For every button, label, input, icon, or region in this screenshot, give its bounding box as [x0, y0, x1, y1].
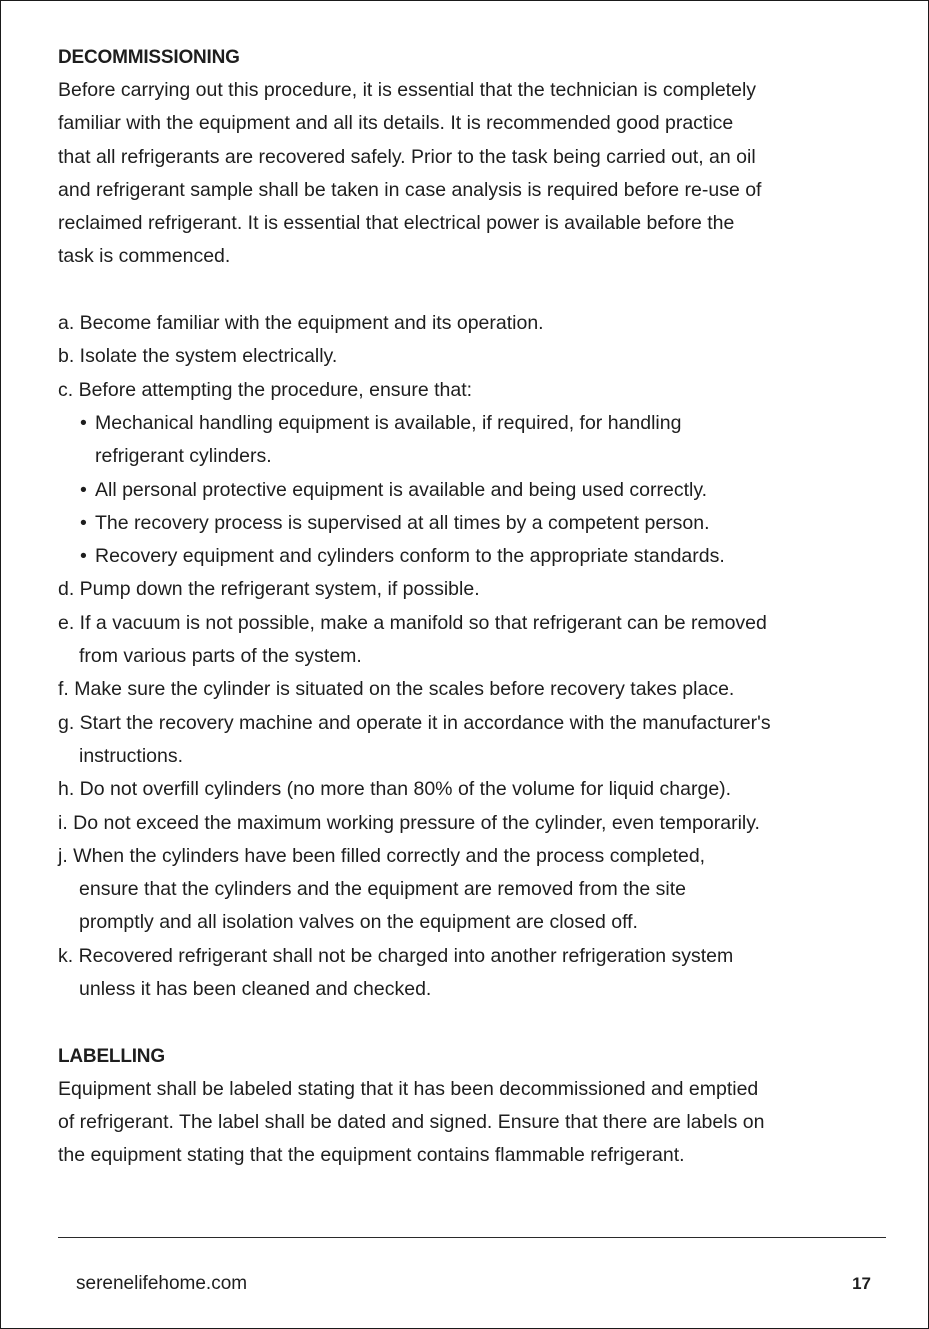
step-h [58, 773, 888, 806]
section-heading-decommissioning: DECOMMISSIONING [58, 47, 240, 68]
bullet-icon: • [80, 511, 87, 534]
step-k [58, 940, 888, 1007]
labelling-line: of refrigerant. The label shall be dated and signed. Ensure that there are labels on [58, 1110, 765, 1133]
step-line: g. Start the recovery machine and operate it in accordance with the manufacturer's [58, 711, 771, 734]
step-d [58, 573, 888, 606]
step-g [58, 707, 888, 774]
step-line: ensure that the cylinders and the equipment are removed from the site [79, 878, 687, 901]
step-line: e. If a vacuum is not possible, make a manifold so that refrigerant can be removed [58, 611, 767, 634]
bullet-item [58, 474, 888, 507]
labelling-line: the equipment stating that the equipment contains flammable refrigerant. [58, 1144, 685, 1167]
page-number: 17 [852, 1274, 871, 1293]
intro-line: familiar with the equipment and all its details. It is recommended good practice [58, 112, 734, 135]
bullet-text: The recovery process is supervised at all times by a competent person. [95, 511, 710, 534]
intro-line: and refrigerant sample shall be taken in case analysis is required before re-use of [58, 178, 762, 201]
bullet-item [58, 540, 888, 573]
bullet-text: All personal protective equipment is available and being used correctly. [95, 478, 708, 501]
decommissioning-intro [58, 74, 888, 274]
step-line: c. Before attempting the procedure, ensure that: [58, 378, 473, 401]
step-e [58, 607, 888, 674]
bullet-text: Mechanical handling equipment is available, if required, for handling [95, 411, 682, 434]
step-line: d. Pump down the refrigerant system, if possible. [58, 578, 480, 601]
step-c [58, 374, 888, 574]
step-line: h. Do not overfill cylinders (no more than 80% of the volume for liquid charge). [58, 778, 732, 801]
intro-line: task is commenced. [58, 245, 231, 268]
step-line: b. Isolate the system electrically. [58, 345, 338, 368]
step-i [58, 807, 888, 840]
bullet-text: Recovery equipment and cylinders conform to the appropriate standards. [95, 545, 725, 568]
step-f [58, 673, 888, 706]
decommissioning-steps [58, 307, 888, 1006]
step-j [58, 840, 888, 940]
bullet-item [58, 507, 888, 540]
step-line: f. Make sure the cylinder is situated on the scales before recovery takes place. [58, 678, 735, 701]
bullet-text: refrigerant cylinders. [95, 445, 272, 468]
step-line: unless it has been cleaned and checked. [79, 978, 432, 1001]
step-a [58, 307, 888, 340]
spacer [58, 274, 888, 307]
bullet-icon: • [80, 545, 87, 568]
spacer [58, 1006, 888, 1039]
footer-website: serenelifehome.com [76, 1273, 248, 1294]
step-b [58, 340, 888, 373]
step-line: promptly and all isolation valves on the equipment are closed off. [79, 911, 638, 934]
step-line: from various parts of the system. [79, 645, 362, 668]
bullet-icon: • [80, 411, 87, 434]
bullet-icon: • [80, 478, 87, 501]
bullet-item [58, 407, 888, 474]
section-heading-labelling: LABELLING [58, 1045, 165, 1067]
labelling-text [58, 1073, 888, 1173]
page-content [58, 41, 888, 1173]
footer-divider [58, 1237, 886, 1238]
step-line: a. Become familiar with the equipment and its operation. [58, 312, 544, 335]
labelling-line: Equipment shall be labeled stating that it has been decommissioned and emptied [58, 1077, 759, 1100]
intro-line: reclaimed refrigerant. It is essential that electrical power is available before the [58, 212, 735, 235]
step-line: instructions. [79, 744, 184, 767]
step-line: i. Do not exceed the maximum working pressure of the cylinder, even temporarily. [58, 811, 760, 834]
step-line: k. Recovered refrigerant shall not be charged into another refrigeration system [58, 944, 734, 967]
intro-line: that all refrigerants are recovered safely. Prior to the task being carried out, an oil [58, 145, 756, 168]
intro-line: Before carrying out this procedure, it is essential that the technician is completely [58, 79, 757, 101]
step-line: j. When the cylinders have been filled correctly and the process completed, [58, 844, 706, 867]
